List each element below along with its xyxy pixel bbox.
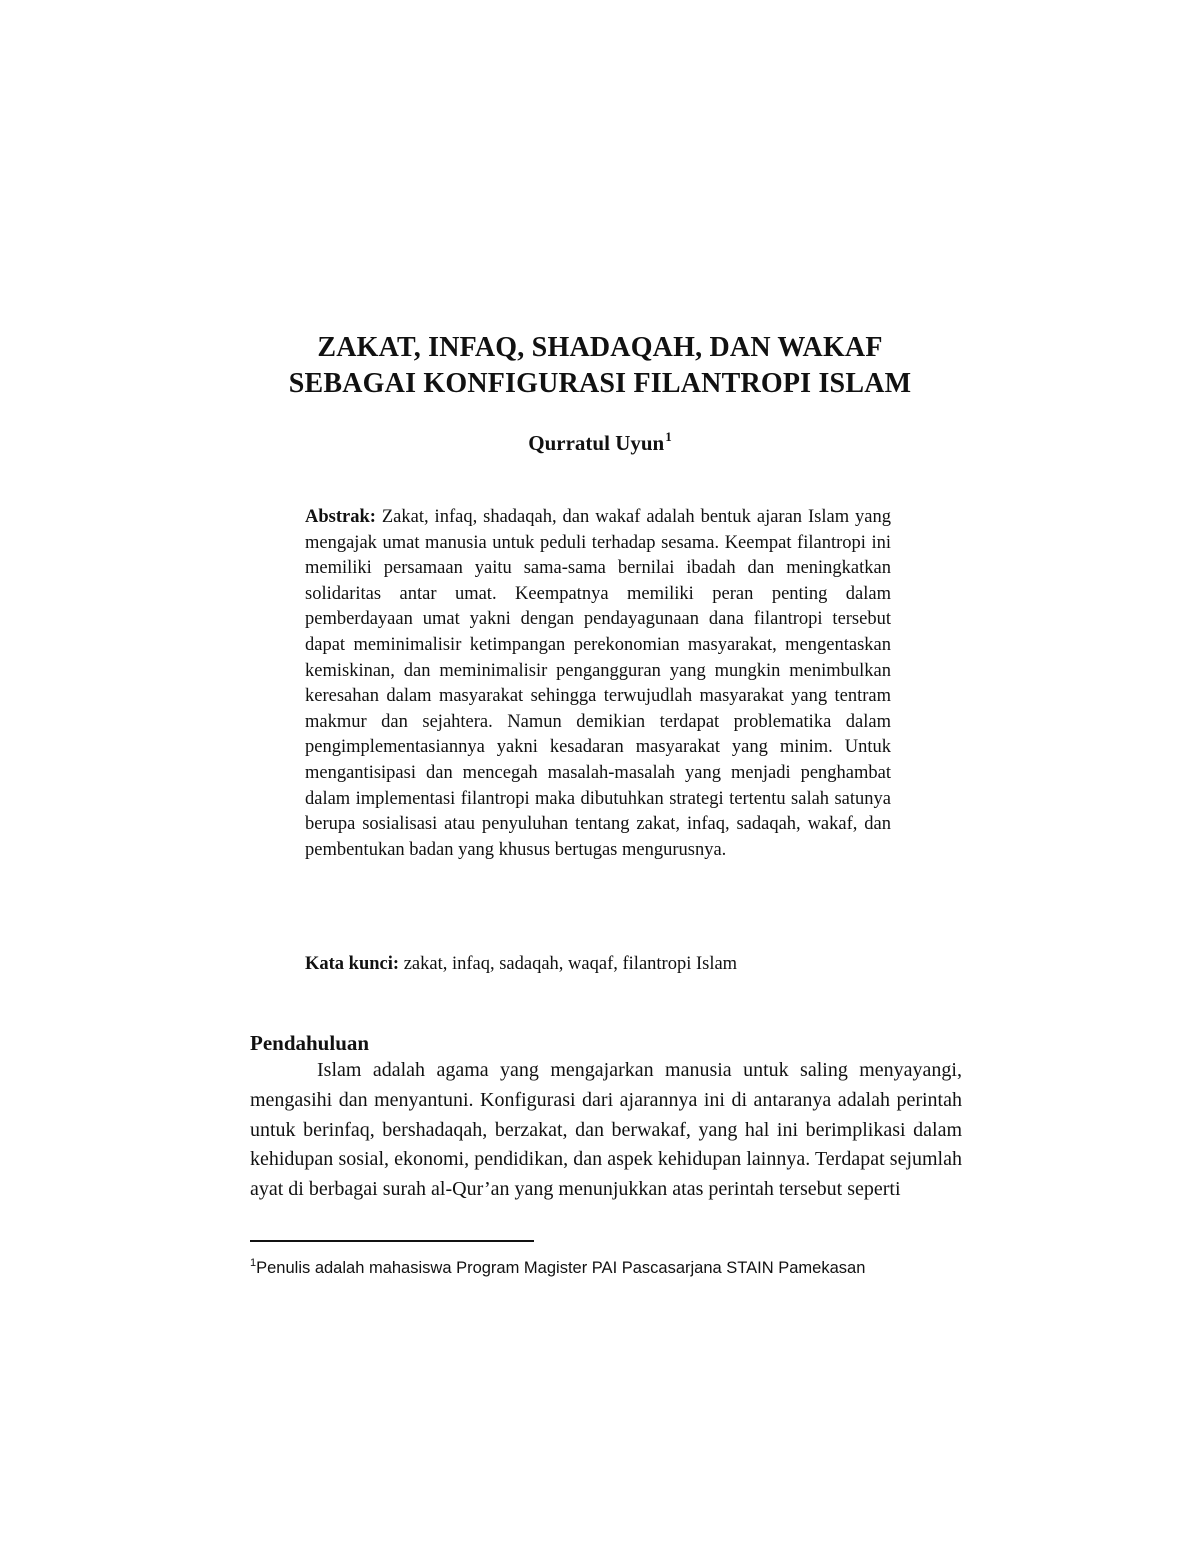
section-heading: Pendahuluan [250, 1031, 370, 1055]
paper-title [0, 330, 1200, 402]
author-footnote-mark[interactable]: 1 [665, 429, 672, 444]
keywords-text: zakat, infaq, sadaqah, waqaf, filantropi Islam [403, 954, 738, 974]
author-name [0, 423, 1200, 457]
title-line-1: ZAKAT, INFAQ, SHADAQAH, DAN WAKAF [317, 332, 883, 363]
intro-paragraph [250, 1056, 962, 1205]
author-text: Qurratul Uyun [528, 431, 665, 455]
title-line-2: SEBAGAI KONFIGURASI FILANTROPI ISLAM [288, 368, 912, 399]
footnote-mark: 1 [250, 1257, 257, 1269]
intro-paragraph-text: Islam adalah agama yang mengajarkan manusia untuk saling menyayangi, mengasihi dan menyantuni. Konfigurasi dari ajarannya ini di antaranya adalah perintah untuk berinfaq, bershadaqah, berzakat, dan berwakaf, yang hal ini berimplikasi dalam kehidupan sosial, ekonomi, pendidikan, dan aspek kehidupan lainnya. Terdapat sejumlah ayat di berbagai surah al-Qur’an yang menunjukkan atas perintah tersebut seperti [250, 1059, 962, 1201]
abstract-label: Abstrak: [305, 507, 376, 527]
footnote [250, 1252, 962, 1279]
abstract-text: Zakat, infaq, shadaqah, dan wakaf adalah bentuk ajaran Islam yang mengajak umat manusia untuk peduli terhadap sesama. Keempat filantropi ini memiliki persamaan yaitu sama-sama bernilai ibadah dan meningkatkan solidaritas antar umat. Keempatnya memiliki peran penting dalam pemberdayaan umat yakni dengan pendayagunaan dana filantropi tersebut dapat meminimalisir ketimpangan perekonomian masyarakat, mengentaskan kemiskinan, dan meminimalisir pengangguran yang mungkin menimbulkan keresahan dalam masyarakat sehingga terwujudlah masyarakat yang tentram makmur dan sejahtera. Namun demikian terdapat problematika dalam pengimplementasiannya yakni kesadaran masyarakat yang minim. Untuk mengantisipasi dan mencegah masalah-masalah yang menjadi penghambat dalam implementasi filantropi maka dibutuhkan strategi tertentu salah satunya berupa sosialisasi atau penyuluhan tentang zakat, infaq, sadaqah, wakaf, dan pembentukan badan yang khusus bertugas mengurusnya. [305, 507, 892, 860]
footnote-text: Penulis adalah mahasiswa Program Magister PAI Pascasarjana STAIN Pamekasan [256, 1259, 866, 1277]
abstract [305, 505, 891, 863]
keywords-label: Kata kunci: [305, 954, 400, 974]
keywords [305, 952, 891, 977]
footnote-separator [250, 1240, 534, 1242]
